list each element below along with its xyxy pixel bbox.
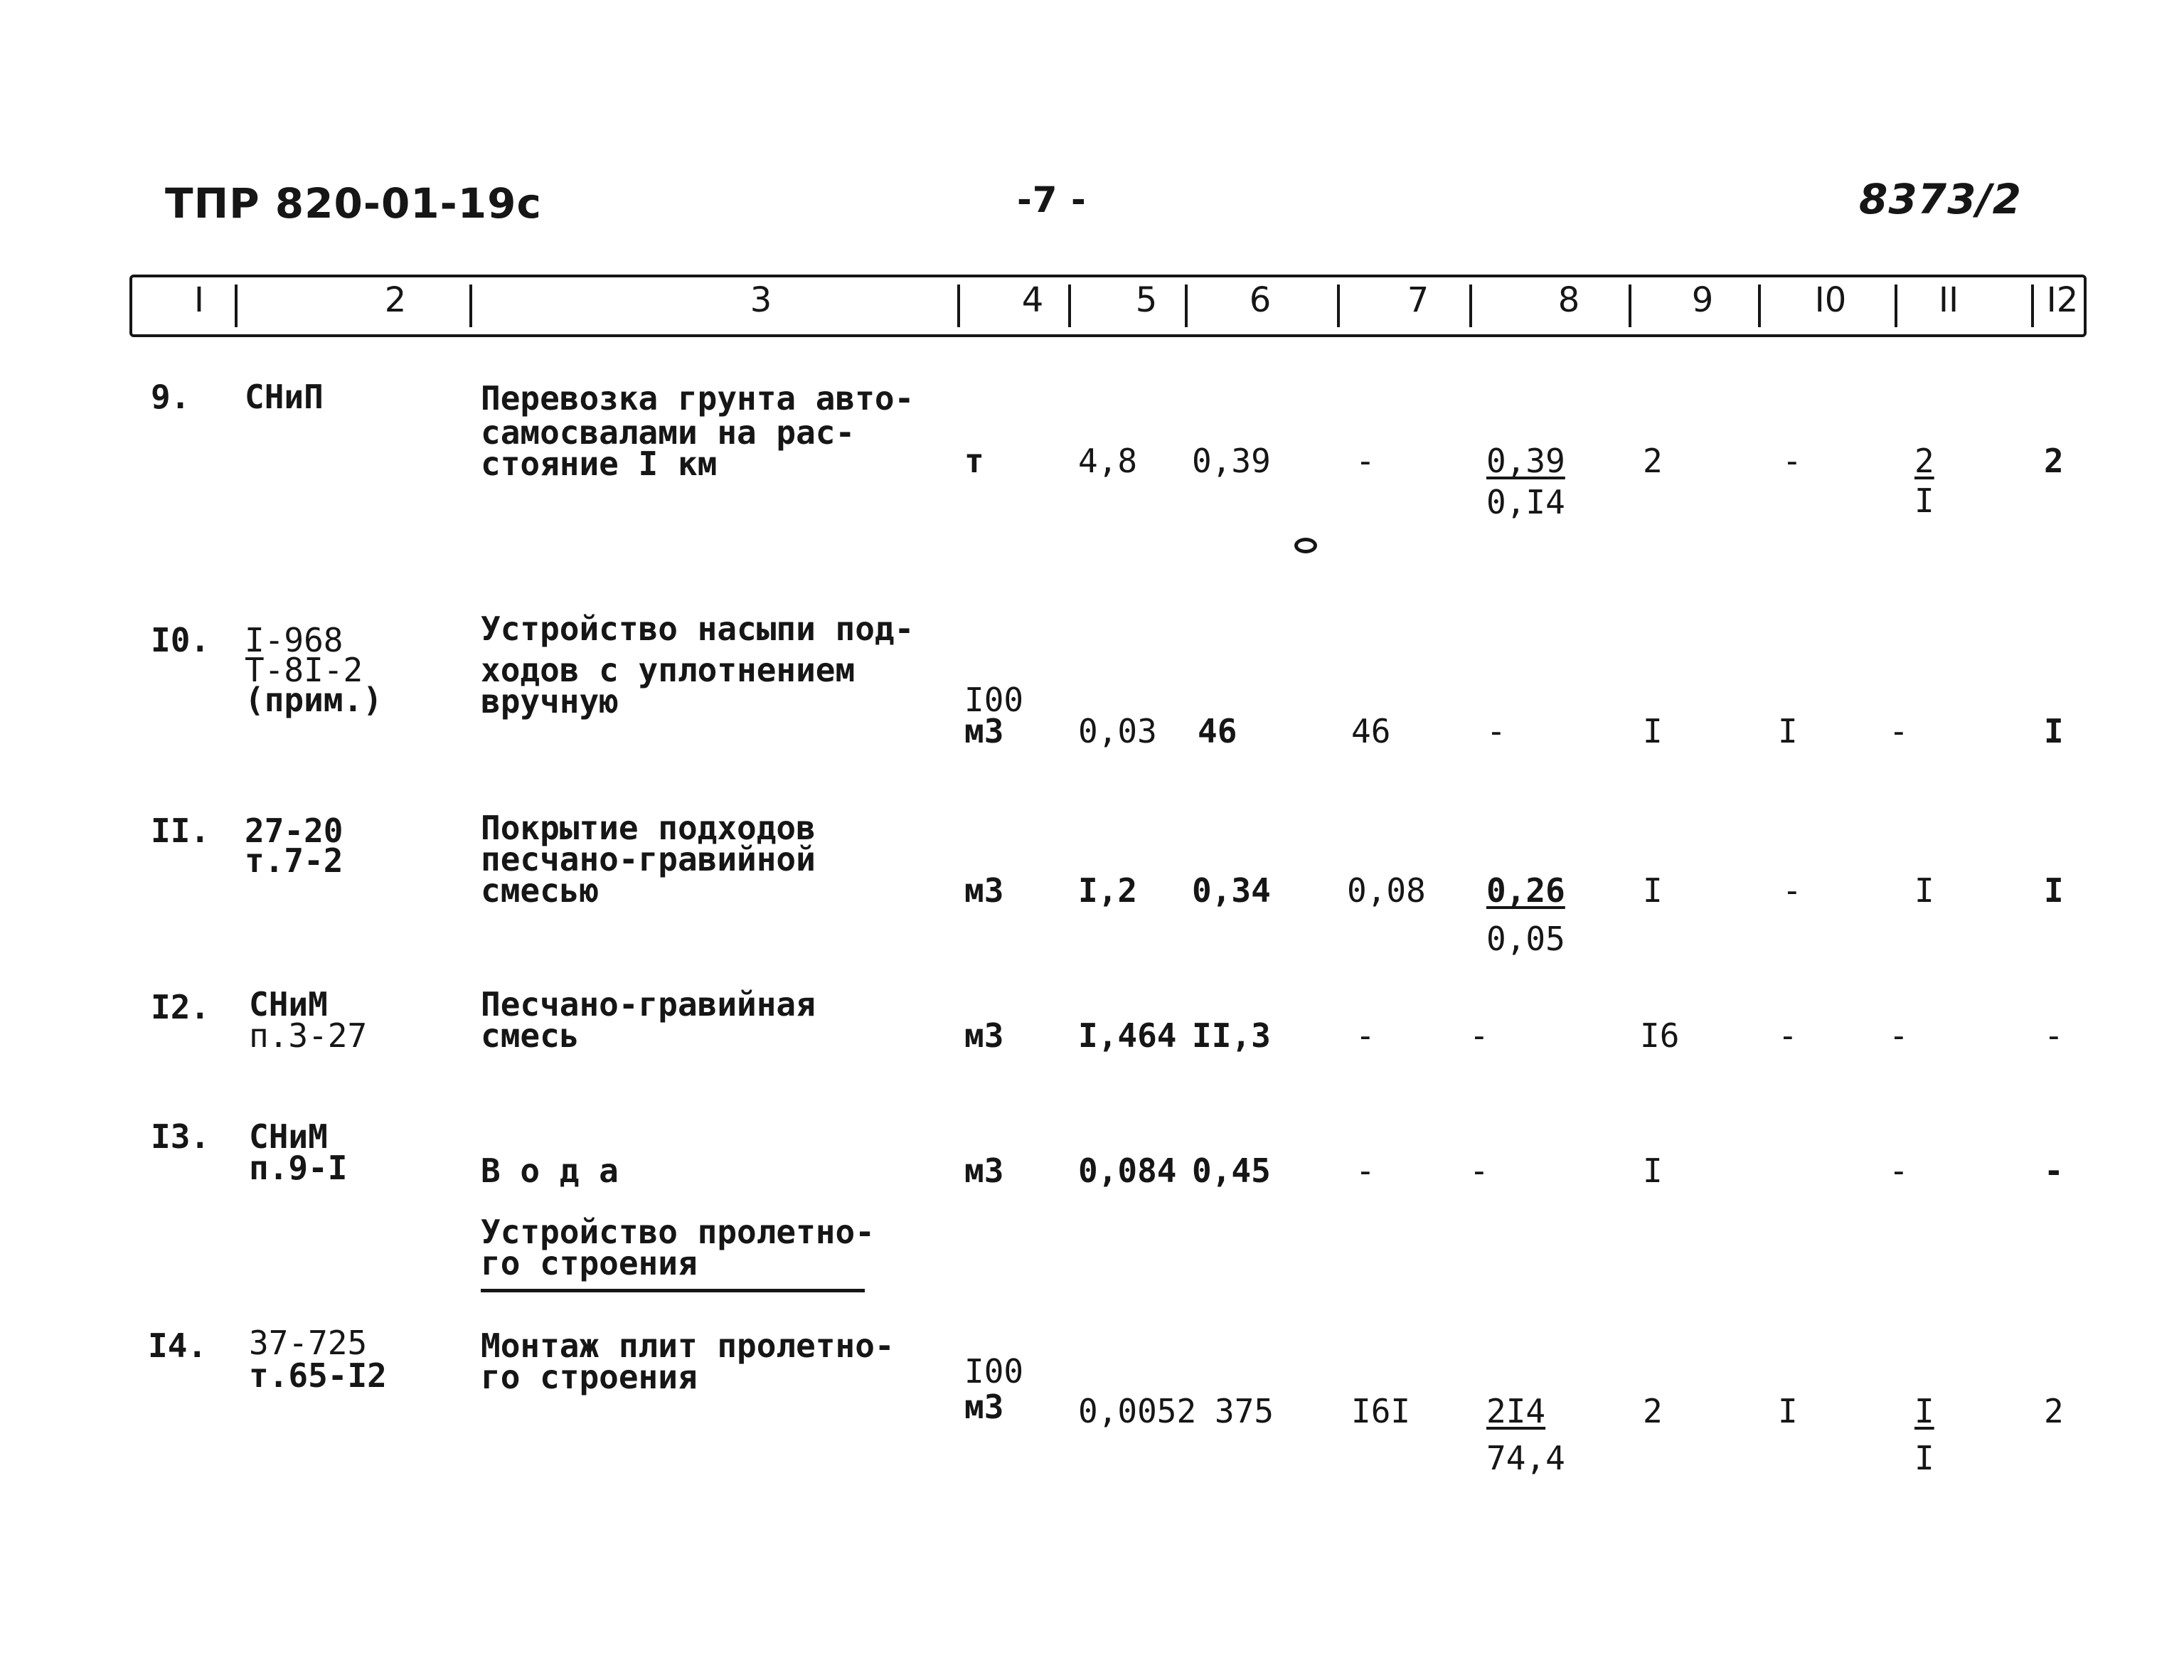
row-reference: (прим.) xyxy=(245,681,383,719)
column-number: 2 xyxy=(384,280,407,320)
row-col9: I xyxy=(1643,871,1663,910)
row-description: вручную xyxy=(481,682,619,721)
row-reference: т.7-2 xyxy=(245,841,343,880)
row-col8-denominator: 0,05 xyxy=(1486,920,1565,958)
row-number: I0. xyxy=(151,621,211,659)
row-col8-denominator: 74,4 xyxy=(1486,1439,1565,1477)
column-number: 4 xyxy=(1021,280,1044,320)
row-col11: - xyxy=(1889,712,1909,750)
document-code: ТПР 820-01-19с xyxy=(165,179,542,228)
column-number: 6 xyxy=(1249,280,1272,320)
row-unit: м3 xyxy=(964,1388,1004,1426)
row-col12: 2 xyxy=(2044,442,2064,480)
row-col9: I6 xyxy=(1640,1016,1680,1055)
column-number: 8 xyxy=(1557,280,1580,320)
row-col6: 0,39 xyxy=(1192,442,1271,480)
row-col7: - xyxy=(1355,1152,1375,1190)
row-col9: I xyxy=(1643,712,1663,750)
row-reference: 27-20 xyxy=(245,812,343,850)
row-number: 9. xyxy=(151,378,191,416)
row-unit: м3 xyxy=(964,712,1004,750)
row-col8-numerator: 0,39 xyxy=(1486,442,1565,480)
column-separator xyxy=(1629,285,1631,327)
section-underline xyxy=(481,1289,865,1292)
row-col5: 0,0052 xyxy=(1078,1392,1197,1430)
row-col12: - xyxy=(2044,1152,2064,1190)
column-number: 7 xyxy=(1407,280,1429,320)
row-reference: СНиМ xyxy=(249,985,328,1024)
row-col6: 0,34 xyxy=(1192,871,1271,910)
row-number: I4. xyxy=(148,1327,208,1365)
section-heading: Устройство пролетно- xyxy=(481,1213,875,1251)
row-unit: м3 xyxy=(964,1152,1004,1190)
row-col11-denominator: I xyxy=(1914,1439,1934,1477)
section-heading: го строения xyxy=(481,1244,698,1282)
row-description: Перевозка грунта авто- xyxy=(481,379,915,418)
row-col7: 46 xyxy=(1351,712,1391,750)
row-description: стояние I км xyxy=(481,445,718,483)
row-col12: - xyxy=(2044,1016,2064,1055)
row-reference: п.9-I xyxy=(249,1149,348,1187)
row-col10: - xyxy=(1778,1016,1798,1055)
page-number: -7 - xyxy=(1017,179,1087,220)
row-col6: 0,45 xyxy=(1192,1152,1271,1190)
row-col12: 2 xyxy=(2044,1392,2064,1430)
row-col11-numerator: I xyxy=(1914,1392,1934,1430)
row-col8-numerator: 0,26 xyxy=(1486,871,1565,910)
row-description: песчано-гравийной xyxy=(481,840,816,878)
row-col7: - xyxy=(1355,1016,1375,1055)
row-col6: 375 xyxy=(1215,1392,1274,1430)
column-separator xyxy=(235,285,238,327)
row-description: Монтаж плит пролетно- xyxy=(481,1327,895,1365)
row-col11: I xyxy=(1914,871,1934,910)
row-unit: м3 xyxy=(964,1016,1004,1055)
column-separator xyxy=(1185,285,1188,327)
row-col8: - xyxy=(1469,1016,1489,1055)
column-number: 3 xyxy=(750,280,772,320)
row-description: ходов с уплотнением xyxy=(481,651,856,689)
column-number: 5 xyxy=(1135,280,1158,320)
row-reference: СНиП xyxy=(245,378,324,416)
row-unit: I00 xyxy=(964,1352,1024,1391)
row-col7: - xyxy=(1355,442,1375,480)
row-description: Устройство насыпи под- xyxy=(481,610,915,648)
row-col7: I6I xyxy=(1351,1392,1411,1430)
row-col9: I xyxy=(1643,1152,1663,1190)
row-col5: 0,084 xyxy=(1078,1152,1177,1190)
row-number: I3. xyxy=(151,1117,211,1156)
row-description: В о д а xyxy=(481,1152,619,1190)
row-reference: т.65-I2 xyxy=(249,1356,387,1395)
document-number: 8373/2 xyxy=(1859,175,2022,223)
column-number: II xyxy=(1938,280,1959,320)
row-reference: Т-8I-2 xyxy=(245,651,363,689)
row-reference: СНиМ xyxy=(249,1117,328,1156)
row-col12: I xyxy=(2044,712,2064,750)
column-number: 9 xyxy=(1691,280,1714,320)
row-col11: - xyxy=(1889,1016,1909,1055)
row-unit: м3 xyxy=(964,871,1004,910)
row-col5: I,2 xyxy=(1078,871,1138,910)
row-col6: 46 xyxy=(1198,712,1237,750)
row-reference: 37-725 xyxy=(249,1324,368,1362)
row-col10: - xyxy=(1782,442,1802,480)
column-number: I xyxy=(193,280,205,320)
row-col8: - xyxy=(1486,712,1506,750)
row-col5: I,464 xyxy=(1078,1016,1177,1055)
row-col7: 0,08 xyxy=(1347,871,1426,910)
row-description: го строения xyxy=(481,1358,698,1396)
column-number: I2 xyxy=(2046,280,2079,320)
column-separator xyxy=(1469,285,1472,327)
row-reference: I-968 xyxy=(245,621,343,659)
row-col9: 2 xyxy=(1643,442,1663,480)
row-unit: I00 xyxy=(964,681,1024,719)
row-col11: - xyxy=(1889,1152,1909,1190)
column-separator xyxy=(1068,285,1071,327)
column-separator xyxy=(957,285,960,327)
column-separator xyxy=(1337,285,1340,327)
stray-mark xyxy=(1294,538,1317,553)
row-col5: 4,8 xyxy=(1078,442,1138,480)
row-description: Покрытие подходов xyxy=(481,809,816,847)
row-col6: II,3 xyxy=(1192,1016,1271,1055)
row-col8: - xyxy=(1469,1152,1489,1190)
row-col8-numerator: 2I4 xyxy=(1486,1392,1546,1430)
row-col11-denominator: I xyxy=(1914,482,1934,520)
row-description: Песчано-гравийная xyxy=(481,985,816,1024)
row-reference: п.3-27 xyxy=(249,1016,368,1055)
row-col11-numerator: 2 xyxy=(1914,442,1934,480)
row-col9: 2 xyxy=(1643,1392,1663,1430)
row-col10: I xyxy=(1778,1392,1798,1430)
row-col5: 0,03 xyxy=(1078,712,1157,750)
row-col12: I xyxy=(2044,871,2064,910)
row-number: II. xyxy=(151,812,211,850)
column-separator xyxy=(469,285,472,327)
column-separator xyxy=(1895,285,1897,327)
row-description: смесью xyxy=(481,871,600,910)
row-col8-denominator: 0,I4 xyxy=(1486,483,1565,521)
column-number: I0 xyxy=(1814,280,1847,320)
row-description: самосвалами на рас- xyxy=(481,413,856,452)
column-separator xyxy=(1758,285,1761,327)
row-col10: - xyxy=(1782,871,1802,910)
row-col10: I xyxy=(1778,712,1798,750)
row-description: смесь xyxy=(481,1016,580,1055)
row-number: I2. xyxy=(151,988,211,1026)
row-unit: т xyxy=(964,442,984,480)
